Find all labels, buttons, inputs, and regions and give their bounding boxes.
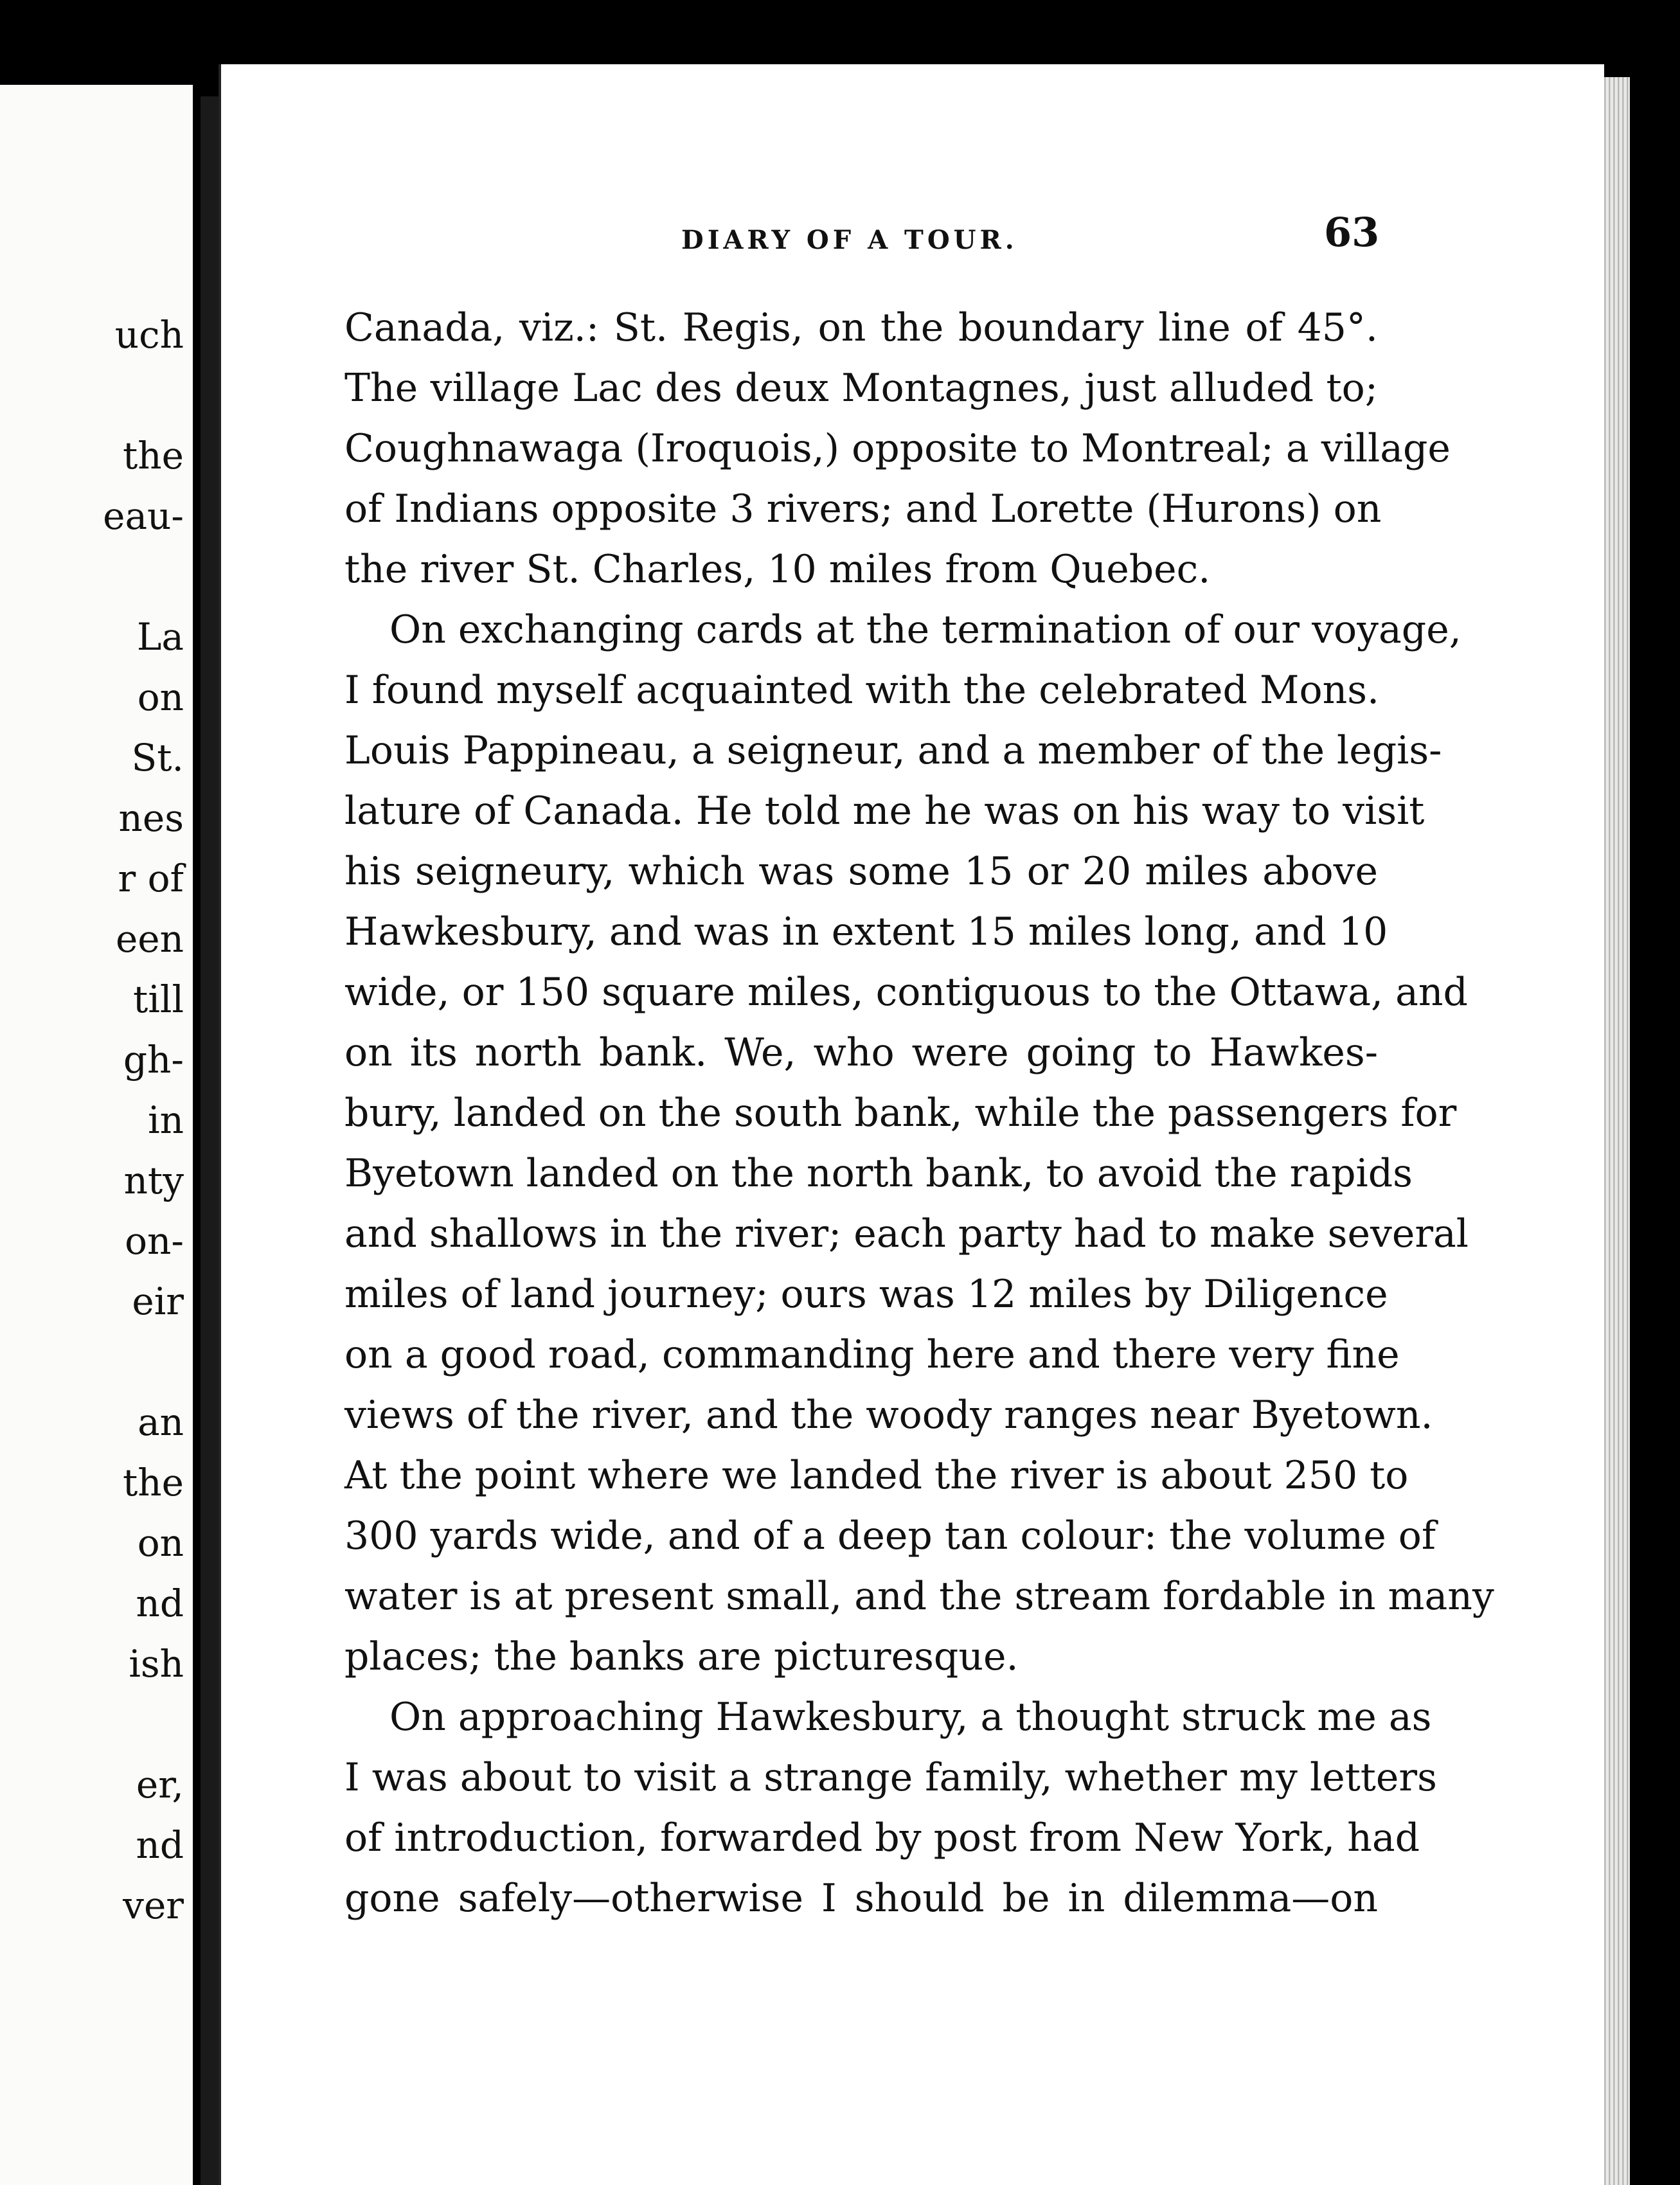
text-line: miles of land journey; ours was 12 miles by Diligence bbox=[344, 1272, 1388, 1317]
text-line: his seigneury, which was some 15 or 20 miles above bbox=[344, 849, 1378, 894]
left-page-fragment: nes bbox=[118, 796, 184, 840]
book-spine bbox=[201, 96, 219, 2185]
text-line: Byetown landed on the north bank, to avoid the rapids bbox=[344, 1151, 1413, 1196]
left-page-fragment: the bbox=[123, 434, 184, 477]
left-page-fragment: St. bbox=[131, 736, 184, 780]
left-page-fragment: till bbox=[133, 977, 184, 1021]
left-page-fragment: ver bbox=[123, 1884, 184, 1927]
left-page-fragment: in bbox=[148, 1098, 184, 1142]
text-line: of introduction, forwarded by post from New York, had bbox=[344, 1815, 1420, 1860]
text-line: On exchanging cards at the termination of our voyage, bbox=[389, 607, 1461, 652]
text-line: the river St. Charles, 10 miles from Quebec. bbox=[344, 547, 1211, 592]
left-page-fragment: nd bbox=[136, 1823, 184, 1867]
left-page-fragment: on bbox=[137, 1521, 184, 1565]
text-line: On approaching Hawkesbury, a thought struck me as bbox=[389, 1695, 1432, 1740]
text-line: 300 yards wide, and of a deep tan colour: the volume of bbox=[344, 1513, 1436, 1558]
text-line: Canada, viz.: St. Regis, on the boundary line of 45°. bbox=[344, 305, 1378, 350]
text-line: on a good road, commanding here and there very fine bbox=[344, 1332, 1400, 1377]
text-line: Louis Pappineau, a seigneur, and a member of the legis- bbox=[344, 728, 1442, 773]
text-line: I was about to visit a strange family, whether my letters bbox=[344, 1755, 1437, 1800]
left-page bbox=[0, 85, 193, 2185]
left-page-fragment: an bbox=[138, 1400, 184, 1444]
text-line: Coughnawaga (Iroquois,) opposite to Montreal; a village bbox=[344, 426, 1451, 471]
left-page-fragment: eau- bbox=[103, 494, 184, 538]
text-line: views of the river, and the woody ranges near Byetown. bbox=[344, 1393, 1433, 1438]
left-page-fragment: nty bbox=[123, 1159, 184, 1202]
text-line: gone safely—otherwise I should be in dilemma—on bbox=[344, 1876, 1378, 1921]
text-line: on its north bank. We, who were going to Hawkes- bbox=[344, 1030, 1378, 1075]
left-page-fragment: er, bbox=[136, 1763, 184, 1806]
text-line: and shallows in the river; each party had to make several bbox=[344, 1211, 1469, 1256]
page-edges bbox=[1602, 77, 1630, 2185]
text-line: Hawkesbury, and was in extent 15 miles long, and 10 bbox=[344, 909, 1388, 954]
left-page-fragment: La bbox=[136, 615, 184, 659]
left-page-fragment: uch bbox=[114, 313, 184, 357]
left-page-fragment: een bbox=[115, 917, 184, 961]
left-page-fragment: the bbox=[123, 1461, 184, 1504]
left-page-fragment: on- bbox=[125, 1219, 184, 1263]
text-line: bury, landed on the south bank, while the passengers for bbox=[344, 1091, 1457, 1136]
left-page-fragment: nd bbox=[136, 1582, 184, 1625]
page-number: 63 bbox=[1324, 209, 1380, 256]
text-line: I found myself acquainted with the celebrated Mons. bbox=[344, 668, 1380, 713]
text-line: places; the banks are picturesque. bbox=[344, 1634, 1019, 1679]
text-line: lature of Canada. He told me he was on his way to visit bbox=[344, 789, 1425, 834]
text-line: wide, or 150 square miles, contiguous to the Ottawa, and bbox=[344, 970, 1468, 1015]
left-page-fragment: eir bbox=[132, 1280, 184, 1323]
text-line: water is at present small, and the stream fordable in many bbox=[344, 1574, 1494, 1619]
text-line: At the point where we landed the river is about 250 to bbox=[344, 1453, 1409, 1498]
left-page-fragment: gh- bbox=[123, 1038, 184, 1082]
left-page-fragment: r of bbox=[118, 857, 184, 900]
text-line: of Indians opposite 3 rivers; and Lorette (Hurons) on bbox=[344, 486, 1382, 531]
left-page-fragment: on bbox=[137, 675, 184, 719]
running-head: DIARY OF A TOUR. bbox=[681, 225, 1018, 255]
left-page-fragment: ish bbox=[129, 1642, 184, 1686]
text-line: The village Lac des deux Montagnes, just alluded to; bbox=[344, 366, 1378, 411]
